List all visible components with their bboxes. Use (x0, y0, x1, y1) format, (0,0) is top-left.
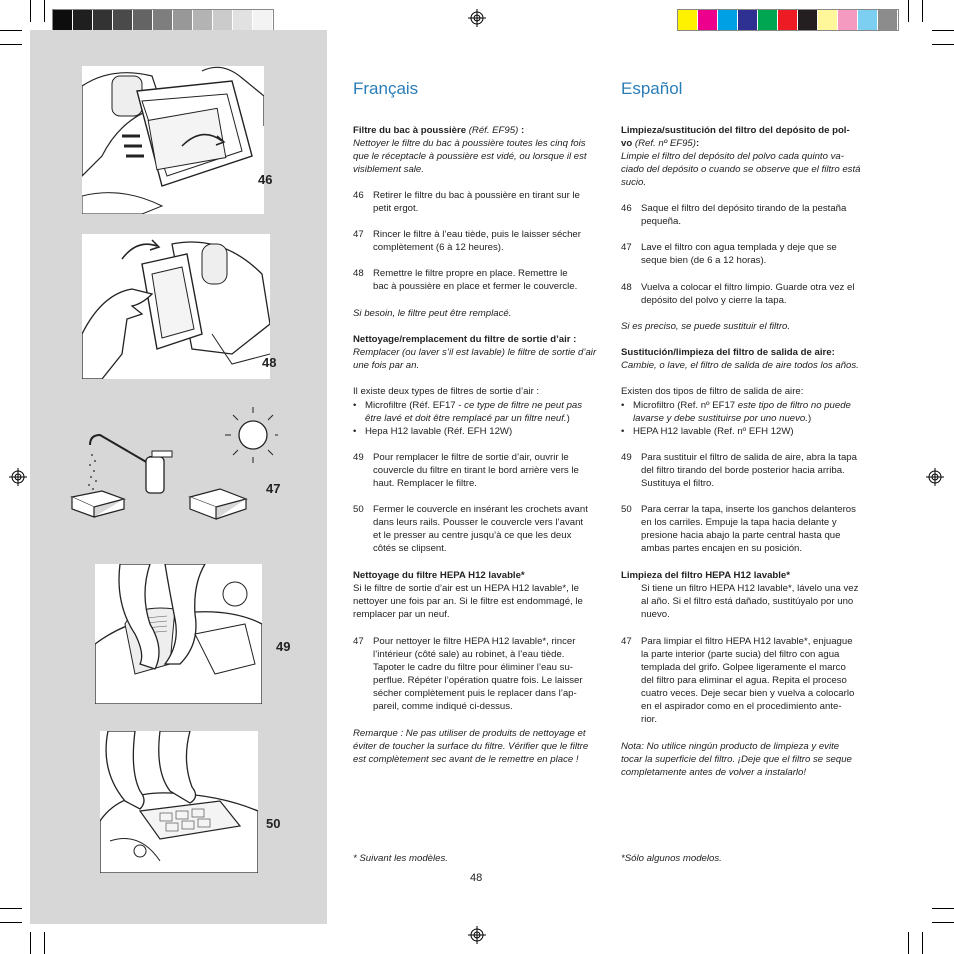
color-swatch (153, 10, 173, 30)
illustration-50 (100, 731, 258, 873)
dust-filter-replace-illustration (82, 234, 270, 379)
fr-note-replace: Si besoin, le filtre peut être remplacé. (353, 308, 512, 319)
es-footnote: *Sólo algunos modelos. (621, 853, 722, 864)
color-swatch (93, 10, 113, 30)
fr-remark: Remarque : Ne pas utiliser de produits de nettoyage et éviter de toucher la surface du filtre. Vérifier que le filtre est complètement sec avant de le remettre en place ! (353, 728, 589, 765)
crop-mark (0, 44, 22, 45)
es-section1-intro: Limpie el filtro del depósito del polvo cada quinto va- ciado del depósito o cuando se observe que el filtro está sucio. (621, 151, 861, 188)
crop-mark (908, 0, 909, 22)
figure-number-48: 48 (262, 355, 277, 370)
es-note-replace: Si es preciso, se puede sustituir el filtro. (621, 321, 791, 332)
fr-section3-title: Nettoyage du filtre HEPA H12 lavable* (353, 570, 525, 581)
color-swatch (73, 10, 93, 30)
spanish-column: Español Limpieza/sustitución del filtro del depósito de pol- vo (Ref. nº EF95): Limpie el filtro del depósito del polvo cada quinto va- ciado del depósito o cuando se observe que el filtro está sucio. 46 Saque el filtro del depósito tirando de la pestaña pequeña. 47 Lave el filtro con agua templada y deje que se seque bien (de 6 a 12 horas). 48 Vuelva a colocar el filtro limpio. Guarde otra vez el depósito del polvo y cierre la tapa. Si es preciso, se puede sustituir el filtro. Sustitución/limpieza del filtro de salida de aire: Cambie, o lave, el filtro de salida de aire todos los años. Existen dos tipos de filtro de salida de aire: • Microfiltro (Ref. nº EF17 este tipo de filtro no puede lavarse y debe sustituirse por uno nuevo.) • HEPA H12 lavable (Ref. nº EFH 12W) 49 Para sustituir el filtro de salida de aire, abra la tapa del filtro tirando del borde posterior hacia arriba. Sustituya el filtro. 50 Para cerrar la tapa, inserte los ganchos delanteros en los carriles. Empuje la tapa hacia delante y presione hacia abajo la parte central hasta que ambas partes encajen en su posición. Limpieza del filtro HEPA H12 lavable* Si tiene un filtro HEPA H12 lavable*, lávelo una vez al año. Si el filtro está dañado, sustitúyalo por uno nuevo. 47 Para limpiar el filtro HEPA H12 lavable*, enjuague la parte interior (parte sucia) del filtro con agua templada del grifo. Golpee ligeramente el marco del filtro para eliminar el agua. Repita el proceso cuatro veces. Deje secar bien y vuelva a colocarlo en el aspirador como en el procedimiento ante- rior. Nota: No utilice ningún producto de limpieza y evite tocar la superficie del filtro. ¡Deje que el filtro se seque completamente antes de volver a instalarlo! *Sólo algunos modelos. (621, 0, 876, 954)
figure-number-49: 49 (276, 639, 291, 654)
crop-mark (922, 932, 923, 954)
fr-types-intro: Il existe deux types de filtres de sortie d’air : (353, 386, 540, 397)
color-swatch (213, 10, 233, 30)
fr-section2-title: Nettoyage/remplacement du filtre de sortie d’air : (353, 334, 577, 345)
color-swatch (133, 10, 153, 30)
page-number: 48 (470, 872, 483, 884)
es-section3-title: Limpieza del filtro HEPA H12 lavable* (621, 570, 791, 581)
illustration-46 (82, 66, 264, 214)
fr-section2-intro: Remplacer (ou laver s’il est lavable) le filtre de sortie d’air une fois par an. (353, 347, 597, 371)
fr-section3-intro: Si le filtre de sortie d’air est un HEPA H12 lavable*, le nettoyer une fois par an. Si le filtre est endommagé, le remplacer par un neuf. (353, 583, 583, 620)
crop-mark (908, 932, 909, 954)
crop-mark (0, 908, 22, 909)
filter-rinse-dry-illustration (68, 405, 281, 525)
crop-mark (932, 44, 954, 45)
french-heading: Français (353, 79, 419, 98)
crop-mark (922, 0, 923, 22)
crop-mark (0, 30, 22, 31)
es-remark: Nota: No utilice ningún producto de limpieza y evite tocar la superficie del filtro. ¡Deje que el filtro se seque completamente antes de volver a instalarlo! (621, 741, 852, 778)
es-section1-title: Limpieza/sustitución del filtro del depósito de pol- vo (Ref. nº EF95): (621, 125, 850, 149)
french-column: Français Filtre du bac à poussière (Réf. EF95) : Nettoyer le filtre du bac à poussière toutes les cinq fois que le réceptacle à poussière est vidé, ou lorsque il est visiblement sale. 46 Retirer le filtre du bac à poussière en tirant sur le petit ergot. 47 Rincer le filtre à l’eau tiède, puis le laisser sécher complètement (6 à 12 heures). 48 Remettre le filtre propre en place. Remettre le bac à poussière en place et fermer le couvercle. Si besoin, le filtre peut être remplacé. Nettoyage/remplacement du filtre de sortie d’air : Remplacer (ou laver s’il est lavable) le filtre de sortie d’air une fois par an. Il existe deux types de filtres de sortie d’air : • Microfiltre (Réf. EF17 - ce type de filtre ne peut pas être lavé et doit être remplacé par un filtre neuf.) • Hepa H12 lavable (Réf. EFH 12W) 49 Pour remplacer le filtre de sortie d’air, ouvrir le couvercle du filtre en tirant le bord arrière vers le haut. Remplacer le filtre. 50 Fermer le couvercle en insérant les crochets avant dans leurs rails. Pousser le couvercle vers l’avant et le presser au centre jusqu’à ce que les deux côtés se clipsent. Nettoyage du filtre HEPA H12 lavable* Si le filtre de sortie d’air est un HEPA H12 lavable*, le nettoyer une fois par an. Si le filtre est endommagé, le remplacer par un neuf. 47 Pour nettoyer le filtre HEPA H12 lavable*, rincer l’intérieur (côté sale) au robinet, à l’eau tiède. Tapoter le cadre du filtre pour éliminer l’eau su- perflue. Répéter l’opération quatre fois. Le laisser sécher complètement puis le replacer dans l’ap- pareil, comme indiqué ci-dessus. Remarque : Ne pas utiliser de produits de nettoyage et éviter de toucher la surface du filtre. Vérifier que le filtre est complètement sec avant de le remettre en place ! * Suivant les modèles. (353, 79, 597, 864)
color-swatch (53, 10, 73, 30)
color-swatch (233, 10, 253, 30)
crop-mark (932, 30, 954, 31)
color-swatch (113, 10, 133, 30)
dust-filter-removal-illustration (82, 66, 264, 214)
gray-color-bar (52, 9, 274, 31)
exhaust-filter-close-illustration (100, 731, 258, 873)
fr-section1-intro: Nettoyer le filtre du bac à poussière toutes les cinq fois que le réceptacle à poussière est vidé, ou lorsque il est visiblement sale. (353, 138, 587, 175)
illustration-49 (95, 564, 262, 704)
spanish-heading: Español (621, 79, 683, 98)
crop-mark (932, 908, 954, 909)
fr-footnote: * Suivant les modèles. (353, 853, 448, 864)
registration-mark-icon (9, 468, 27, 486)
crop-mark (932, 922, 954, 923)
figure-number-50: 50 (266, 816, 281, 831)
color-swatch (193, 10, 213, 30)
crop-mark (44, 932, 45, 954)
crop-mark (30, 0, 31, 22)
color-swatch (173, 10, 193, 30)
fr-section1-title: Filtre du bac à poussière (Réf. EF95) : (353, 125, 525, 136)
color-swatch (253, 10, 273, 30)
es-section3-intro: Si tiene un filtro HEPA H12 lavable*, lávelo una vez al año. Si el filtro está dañado, sustitúyalo por uno nuevo. (641, 583, 859, 620)
es-section2-intro: Cambie, o lave, el filtro de salida de aire todos los años. (621, 360, 859, 371)
crop-mark (0, 922, 22, 923)
crop-mark (44, 0, 45, 22)
color-swatch (878, 10, 898, 30)
es-section2-title: Sustitución/limpieza del filtro de salida de aire: (621, 347, 835, 358)
figure-number-46: 46 (258, 172, 273, 187)
registration-mark-icon (926, 468, 944, 486)
illustration-48 (82, 234, 270, 379)
es-types-intro: Existen dos tipos de filtro de salida de aire: (621, 386, 804, 397)
crop-mark (30, 932, 31, 954)
exhaust-filter-open-illustration (95, 564, 262, 704)
figure-number-47: 47 (266, 481, 281, 496)
